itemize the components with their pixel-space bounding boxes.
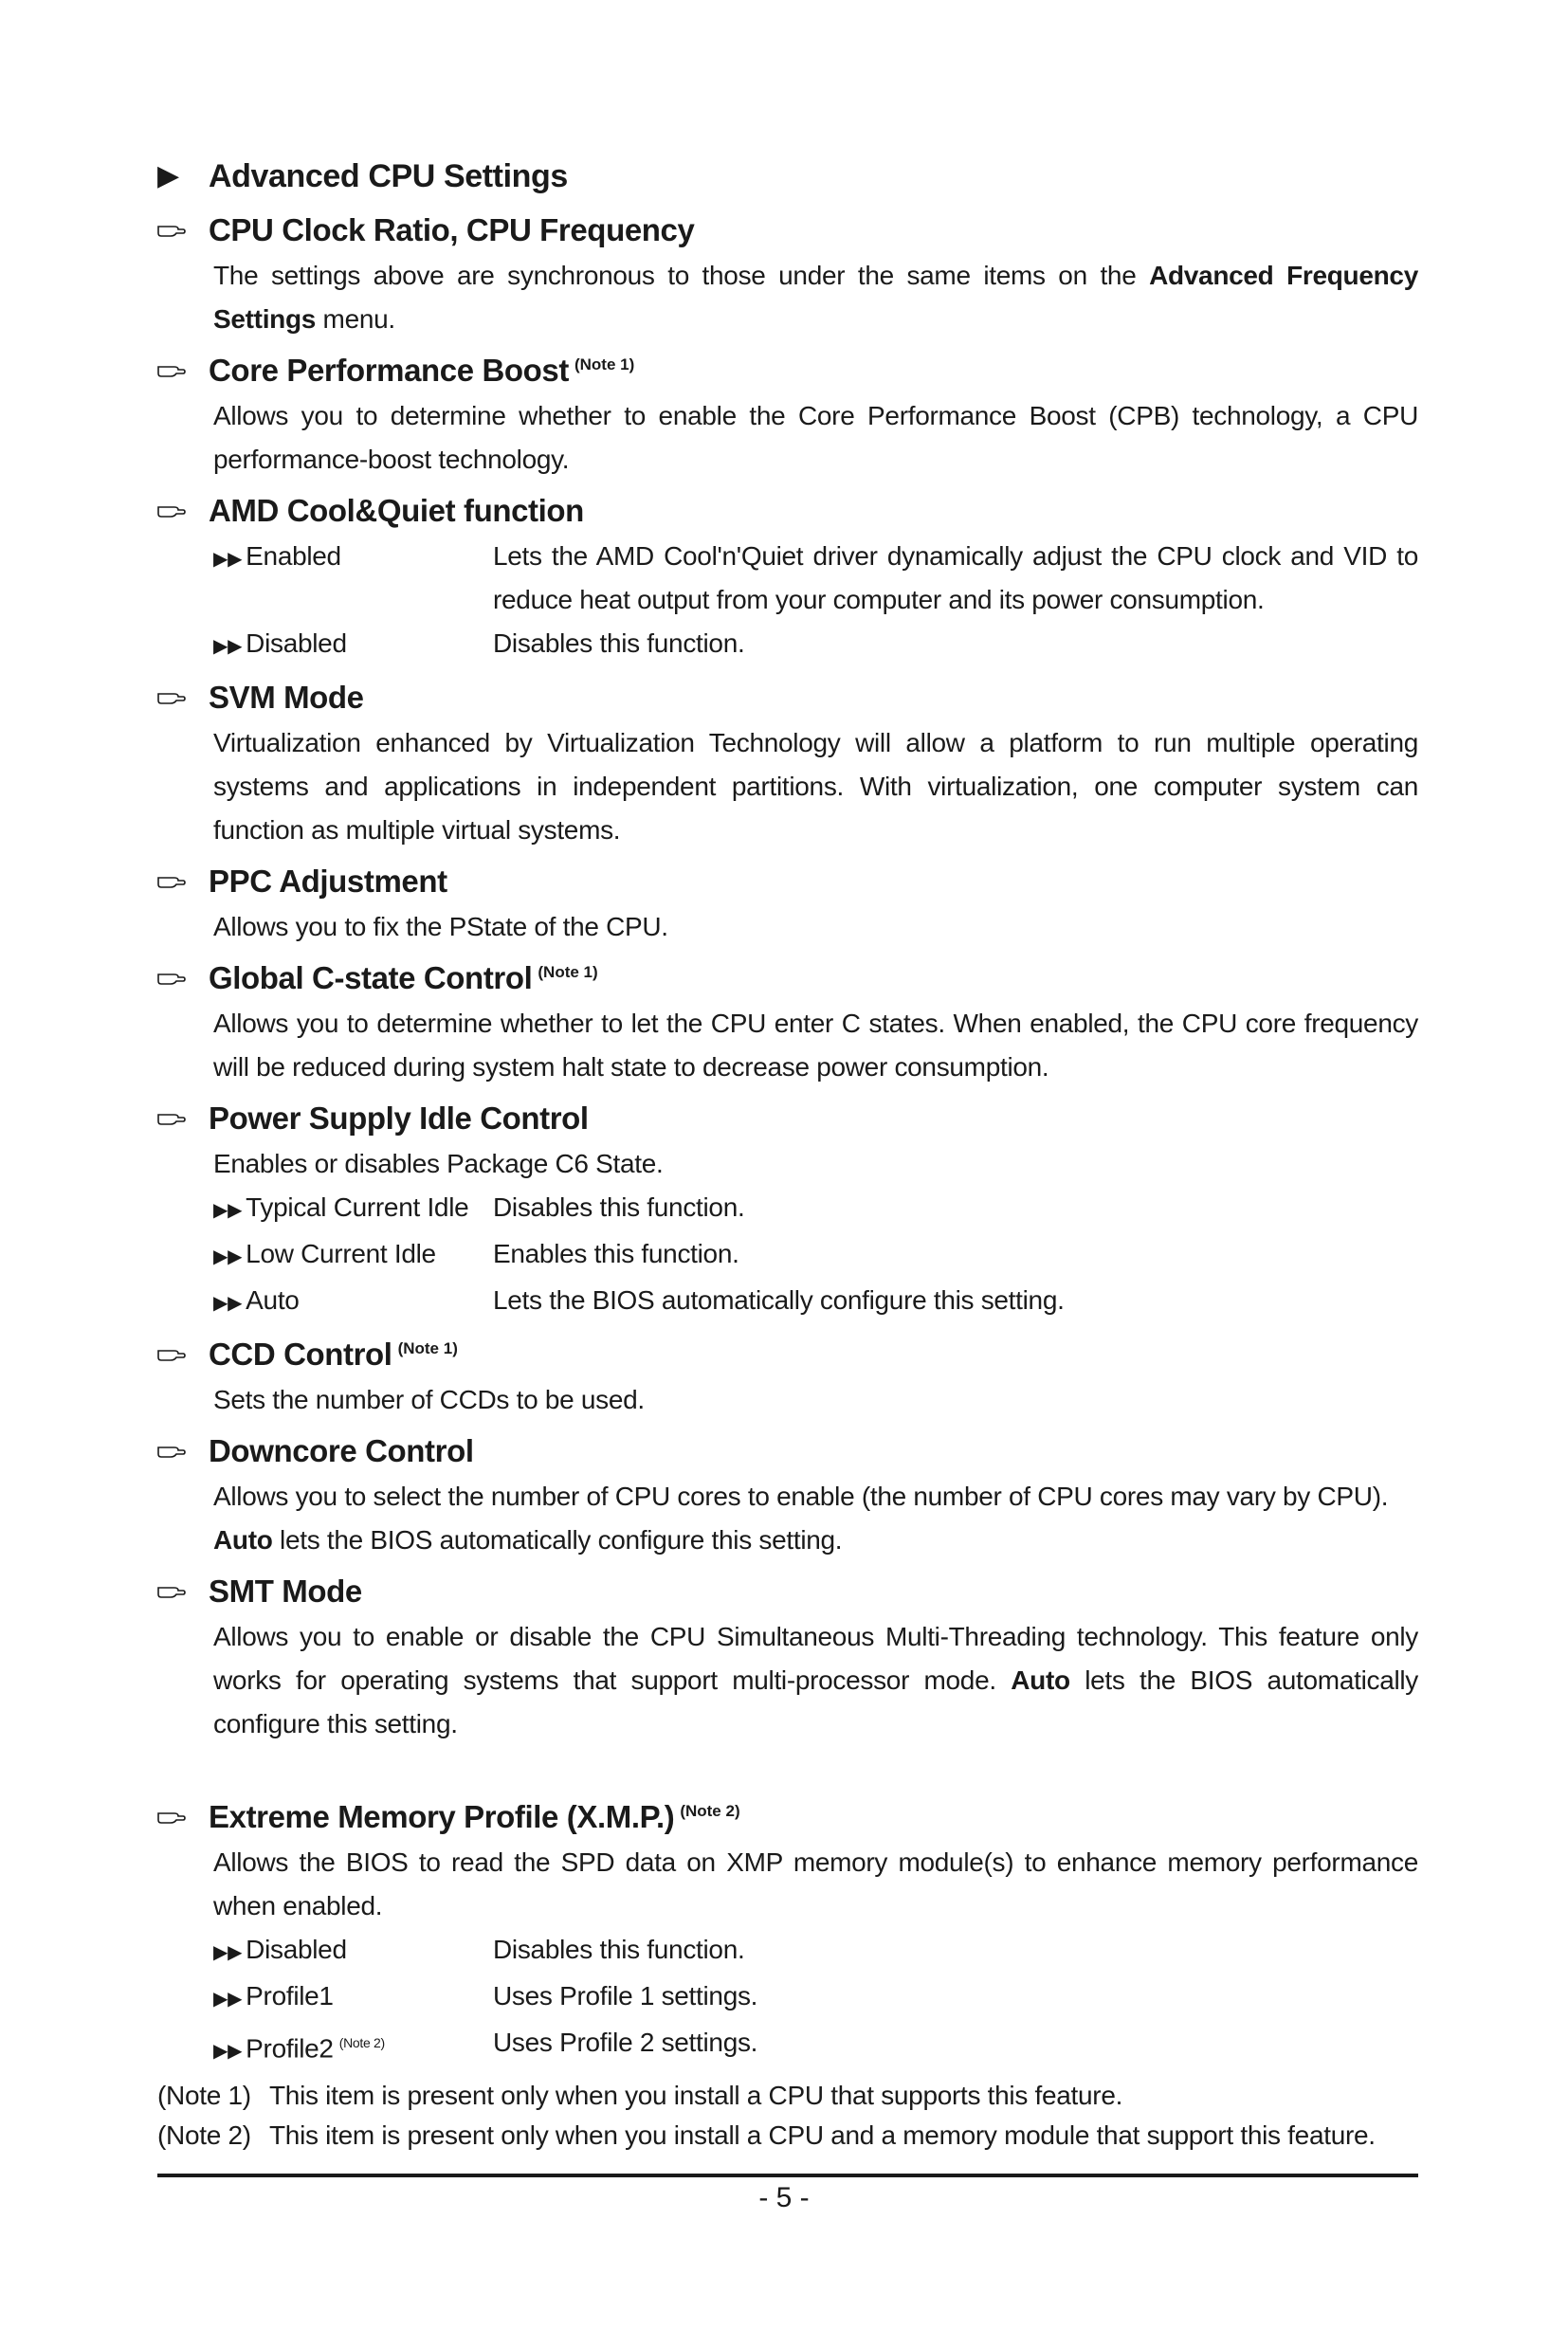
setting-title: AMD Cool&Quiet function [209, 493, 584, 528]
option-row [213, 1186, 1418, 1232]
setting-description: Allows you to determine whether to let the CPU enter C states. When enabled, the CPU core frequency will be reduced during system halt state to decrease power consumption. [213, 1009, 1418, 1082]
setting-item [157, 1331, 1418, 1422]
pointing-hand-icon [157, 1443, 209, 1460]
option-row [213, 1974, 1418, 2021]
option-name: Disabled [246, 1935, 347, 1964]
option-name: Profile2 [246, 2033, 334, 2064]
footnote-label: (Note 2) [157, 2120, 251, 2150]
double-arrow-icon: ▶▶ [213, 1246, 243, 1267]
footnote-text: This item is present only when you install a CPU and a memory module that support this feature. [269, 2120, 1376, 2150]
setting-description: Sets the number of CCDs to be used. [213, 1385, 645, 1414]
double-arrow-icon: ▶▶ [213, 1989, 243, 2010]
setting-item [157, 1568, 1418, 1746]
setting-title: CPU Clock Ratio, CPU Frequency [209, 212, 695, 247]
option-row [213, 622, 1418, 668]
setting-description: The settings above are synchronous to those under the same items on the Advanced Frequency Settings menu. [213, 261, 1418, 334]
option-row [213, 535, 1418, 622]
setting-title: SVM Mode [209, 680, 364, 715]
setting-description: Allows you to fix the PState of the CPU. [213, 912, 668, 941]
content-area [157, 152, 1418, 2073]
setting-title: PPC Adjustment [209, 864, 447, 899]
setting-title: Downcore Control [209, 1433, 474, 1468]
setting-description: Allows you to enable or disable the CPU Simultaneous Multi-Threading technology. This feature only works for operating systems that support multi-processor mode. Auto lets the BIOS automatically configure this setting. [213, 1622, 1419, 1738]
setting-description: Enables or disables Package C6 State. [213, 1149, 664, 1178]
option-name: Disabled [246, 628, 347, 658]
note-marker: (Note 2) [338, 2035, 385, 2050]
double-arrow-icon: ▶▶ [213, 549, 243, 570]
option-name: Profile1 [246, 1981, 334, 2011]
note-marker: (Note 2) [680, 1802, 740, 1820]
setting-item [157, 347, 1418, 482]
note-marker: (Note 1) [538, 963, 598, 981]
pointing-hand-icon [157, 1809, 209, 1826]
option-name: Low Current Idle [246, 1239, 436, 1268]
setting-item [157, 487, 1418, 668]
pointing-hand-icon [157, 970, 209, 987]
pointing-hand-icon [157, 1583, 209, 1600]
setting-description: Allows you to select the number of CPU cores to enable (the number of CPU cores may vary by CPU). [213, 1482, 1389, 1511]
play-triangle-icon: ▶ [157, 160, 180, 191]
setting-title: SMT Mode [209, 1574, 362, 1609]
setting-title: Core Performance Boost [209, 353, 569, 388]
setting-item [157, 1095, 1418, 1325]
option-description: Lets the BIOS automatically configure this setting. [493, 1285, 1065, 1315]
option-name: Typical Current Idle [246, 1192, 469, 1222]
pointing-hand-icon [157, 502, 209, 519]
pointing-hand-icon [157, 1346, 209, 1363]
page-number: - 5 - [758, 2182, 810, 2213]
option-description: Uses Profile 2 settings. [493, 2028, 758, 2057]
setting-description: Allows the BIOS to read the SPD data on XMP memory module(s) to enhance memory performance when enabled. [213, 1847, 1418, 1920]
setting-description: Allows you to determine whether to enable the Core Performance Boost (CPB) technology, a CPU performance-boost technology. [213, 401, 1418, 474]
setting-title: CCD Control [209, 1337, 392, 1372]
setting-title: Power Supply Idle Control [209, 1101, 589, 1136]
option-row [213, 2021, 1418, 2073]
setting-description-2: Auto lets the BIOS automatically configure this setting. [213, 1525, 843, 1555]
setting-item [157, 674, 1418, 852]
setting-item [157, 1428, 1418, 1562]
option-row [213, 1232, 1418, 1279]
setting-item [157, 955, 1418, 1089]
pointing-hand-icon [157, 873, 209, 890]
note-marker: (Note 1) [574, 355, 635, 373]
footnote [157, 2116, 1428, 2156]
section-heading [157, 152, 1418, 201]
option-description: Disables this function. [493, 628, 745, 658]
setting-description: Virtualization enhanced by Virtualization Technology will allow a platform to run multiple operating systems and applications in independent partitions. With virtualization, one computer system can function as multiple virtual systems. [213, 728, 1418, 845]
option-description: Enables this function. [493, 1239, 739, 1268]
setting-item [157, 858, 1418, 949]
double-arrow-icon: ▶▶ [213, 1293, 243, 1314]
note-marker: (Note 1) [397, 1339, 458, 1357]
pointing-hand-icon [157, 362, 209, 379]
double-arrow-icon: ▶▶ [213, 636, 243, 657]
double-arrow-icon: ▶▶ [213, 1942, 243, 1963]
option-name: Enabled [246, 541, 341, 571]
footnote-label: (Note 1) [157, 2081, 251, 2110]
double-arrow-icon: ▶▶ [213, 2041, 243, 2063]
setting-title: Extreme Memory Profile (X.M.P.) [209, 1799, 675, 1834]
option-description: Disables this function. [493, 1935, 745, 1964]
footnotes [157, 2076, 1428, 2156]
option-description: Disables this function. [493, 1192, 745, 1222]
double-arrow-icon: ▶▶ [213, 1200, 243, 1221]
footer-rule [157, 2174, 1418, 2177]
pointing-hand-icon [157, 689, 209, 706]
option-row [213, 1279, 1418, 1325]
pointing-hand-icon [157, 1110, 209, 1127]
setting-title: Global C-state Control [209, 960, 533, 995]
section-title: Advanced CPU Settings [209, 157, 568, 194]
option-description: Uses Profile 1 settings. [493, 1981, 758, 2011]
setting-item [157, 1793, 1418, 2073]
option-row [213, 1928, 1418, 1974]
option-description: Lets the AMD Cool'n'Quiet driver dynamically adjust the CPU clock and VID to reduce heat output from your computer and its power consumption. [493, 541, 1418, 614]
option-name: Auto [246, 1285, 300, 1315]
footnote-text: This item is present only when you install a CPU that supports this feature. [269, 2081, 1123, 2110]
pointing-hand-icon [157, 222, 209, 239]
footnote [157, 2076, 1428, 2116]
setting-item [157, 207, 1418, 341]
